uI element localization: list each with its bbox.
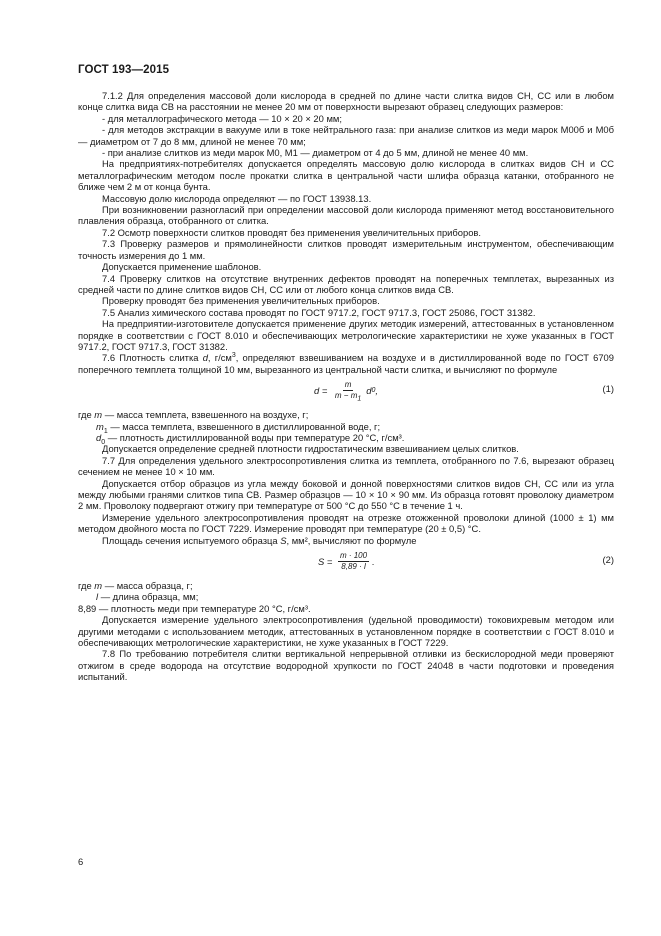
text-span: — масса образца, г; xyxy=(102,580,193,592)
symbol-d: d xyxy=(202,352,208,364)
paragraph-7-2: 7.2 Осмотр поверхности слитков проводят без применения увеличительных приборов. xyxy=(102,226,482,238)
paragraph: На предприятиях-потребителях допускается определять массовую долю кислорода в слитках видов СН и СС металлографическим методом после прокатки слитка в центральной части шлифа образца катанки, отобранного не ближе чем 2 м от конца бунта. xyxy=(78,158,614,193)
definition-density: 8,89 — плотность меди при температуре 20 °С, г/см³. xyxy=(78,602,311,614)
text-span: , г/см xyxy=(207,352,232,364)
formula-expression: S = $\frac{m \cdot 100}{8,89 \cdot l}$ . xyxy=(318,551,375,572)
paragraph-7-8: 7.8 По требованию потребителя слитки вертикальной непрерывной отливки из бескислородной меди проверяют отжигом в среде водорода на отсутствие водородной хрупкости по ГОСТ 24048 в части подготовки и проведения испытаний. xyxy=(78,648,614,683)
text-span: , мм², вычисляют по формуле xyxy=(286,534,417,546)
text-span: — масса темплета, взвешенного на воздухе, г; xyxy=(102,409,309,421)
page-header: ГОСТ 193—2015 xyxy=(78,64,170,76)
subscript: 0 xyxy=(101,438,106,446)
text-span: Площадь сечения испытуемого образца xyxy=(102,534,281,546)
fraction-numerator: m · 100 xyxy=(339,551,368,561)
denominator-text: m − m xyxy=(334,391,358,401)
symbol: m xyxy=(96,420,104,432)
list-item: - для методов экстракции в вакууме или в токе нейтрального газа: при анализе слитков из меди марок М00б и М0б — диаметром от 7 до 8 мм, длиной не менее 70 мм; xyxy=(78,124,614,147)
symbol-s: S xyxy=(280,534,287,546)
definition-d0 xyxy=(78,431,614,446)
formula-expression: d = $\frac{m}{m - m_1}$ d 0 , xyxy=(314,380,378,403)
page-number: 6 xyxy=(78,856,84,867)
definition-m1 xyxy=(78,420,614,435)
symbol: m xyxy=(94,409,103,421)
paragraph: На предприятии-изготовителе допускается применение других методик измерений, аттестованных в установленном порядке в соответствии с ГОСТ 8.010 и обеспечивающих метрологические характеристики не хуже указанных в ГОСТ 9717.2, ГОСТ 9717.3, ГОСТ 31382. xyxy=(78,318,614,352)
paragraph: Допускается определение средней плотности гидростатическим взвешиванием целых слитков. xyxy=(102,443,519,455)
paragraph-7-3: 7.3 Проверку размеров и прямолинейности слитков проводят измерительным инструментом, обеспечивающим точность измерения до 1 мм. xyxy=(78,238,614,261)
paragraph: Проверку проводят без применения увеличительных приборов. xyxy=(102,295,380,307)
symbol: d xyxy=(96,431,102,443)
document-body xyxy=(78,90,614,683)
formula-number: (1) xyxy=(602,383,614,395)
paragraph: Измерение удельного электросопротивления проводят на отрезке отожженной проволоки длиной (1000 ± 1) мм методом двойного моста по ГОСТ 7229. Измерение проводят при температуре (20 ± 0,5) °С. xyxy=(78,511,614,535)
subscript: 1 xyxy=(103,427,108,435)
paragraph-7-1-2: 7.1.2 Для определения массовой доли кислорода в средней по длине части слитка видов СН, СС или в любом конце слитка вида СВ на расстоянии не менее 20 мм от поверхности вырезают образец следующих размеров: xyxy=(78,90,614,113)
formula-2 xyxy=(78,548,614,578)
subscript: 1 xyxy=(357,395,362,403)
formula-rhs: d xyxy=(366,384,372,396)
symbol: l xyxy=(96,591,99,603)
text-span: где xyxy=(78,580,95,592)
text-span: — длина образца, мм; xyxy=(98,591,199,603)
definition-l xyxy=(78,591,614,602)
paragraph: Допускается применение шаблонов. xyxy=(102,261,262,273)
paragraph: Массовую долю кислорода определяют — по ГОСТ 13938.13. xyxy=(102,192,372,204)
text-span: , определяют взвешиванием на воздухе и в дистиллированной воде по ГОСТ 6709 поперечного темплета толщиной 10 мм, вырезанного из центральной части слитка, и вычисляют по формуле xyxy=(78,352,614,375)
fraction-denominator: 8,89 · l xyxy=(341,562,366,572)
symbol: m xyxy=(94,580,103,592)
paragraph-7-6 xyxy=(78,352,614,375)
text-span: — масса темплета, взвешенного в дистиллированной воде, г; xyxy=(107,420,381,432)
formula-number: (2) xyxy=(602,554,614,566)
definition-m xyxy=(78,409,614,420)
list-item: - при анализе слитков из меди марок М0, М1 — диаметром от 4 до 5 мм, длиной не менее 40 мм. xyxy=(102,147,529,159)
paragraph xyxy=(78,535,614,546)
formula-lhs: S xyxy=(318,555,325,567)
formula-fraction xyxy=(338,551,369,572)
text-span: где xyxy=(78,409,95,421)
paragraph-7-7: 7.7 Для определения удельного электросопротивления слитка из темплета, отобранного по 7.6, вырезают образец сечением не менее 10 × 10 мм. xyxy=(78,454,614,478)
formula-lhs: d xyxy=(314,384,320,396)
paragraph: При возникновении разногласий при определении массовой доли кислорода применяют метод восстановительного плавления образца, отобранного от слитка. xyxy=(78,204,614,227)
text-span: 7.6 Плотность слитка xyxy=(102,352,203,364)
formula-fraction xyxy=(333,380,363,401)
paragraph: Допускается измерение удельного электросопротивления (удельной проводимости) токовихревым методом или другими методами с использованием методик, аттестованных в установленном порядке в соответствии с ГОСТ 8.010 и обеспечивающих метрологические характеристики, не хуже указанных в ГОСТ 7229. xyxy=(78,614,614,649)
formula-1 xyxy=(78,377,614,407)
fraction-numerator: m xyxy=(344,380,352,390)
text-span: — плотность дистиллированной воды при температуре 20 °С, г/см³. xyxy=(105,431,405,443)
definition-m xyxy=(78,580,614,591)
paragraph-7-5: 7.5 Анализ химического состава проводят по ГОСТ 9717.2, ГОСТ 9717.3, ГОСТ 25086, ГОСТ 31382. xyxy=(102,306,536,318)
superscript: 3 xyxy=(231,352,236,360)
fraction-denominator xyxy=(333,391,363,401)
paragraph-7-4: 7.4 Проверку слитков на отсутствие внутренних дефектов проводят на поперечных темплетах, вырезанных из средней части по длине слитков видов СН, СС или от любого конца слитков вида СВ. xyxy=(78,272,614,295)
paragraph: Допускается отбор образцов из угла между боковой и донной поверхностями слитков видов СН, СС или из угла между любыми гранями слитков типа СВ. Размер образцов — 10 × 10 × 90 мм. Из образца готовят проволоку диаметром 2 мм. Проволоку подвергают отжигу при температуре от 500 °С до 550 °С в течение 1 ч. xyxy=(78,477,614,512)
list-item: - для металлографического метода — 10 × 20 × 20 мм; xyxy=(102,112,342,124)
